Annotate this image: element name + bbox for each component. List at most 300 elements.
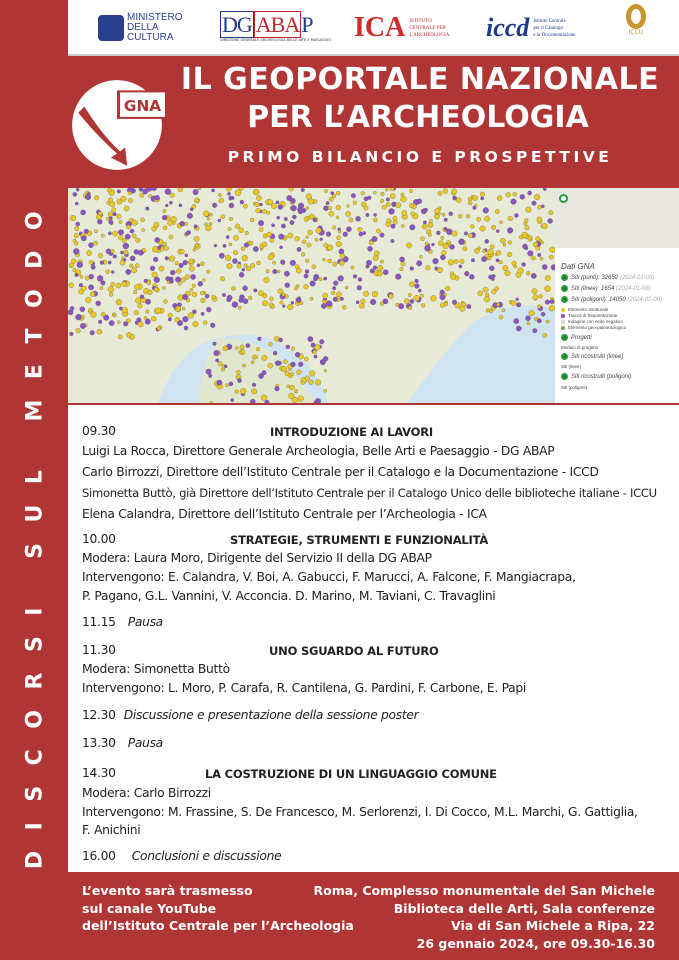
site-marker xyxy=(315,398,321,403)
site-marker xyxy=(508,241,512,245)
site-marker xyxy=(222,293,226,297)
site-marker xyxy=(100,286,103,289)
site-marker xyxy=(496,259,499,262)
site-marker xyxy=(169,235,173,239)
speaker-line: P. Pagano, G.L. Vannini, V. Acconcia. D. Marino, M. Taviani, C. Travaglini xyxy=(82,589,496,603)
site-marker xyxy=(295,236,300,241)
site-marker xyxy=(503,265,508,270)
site-marker xyxy=(481,197,484,200)
site-marker xyxy=(508,216,513,221)
site-marker xyxy=(138,304,143,309)
site-marker xyxy=(183,260,188,265)
site-marker xyxy=(118,335,122,339)
site-marker xyxy=(212,203,217,208)
site-marker xyxy=(172,221,175,224)
site-marker xyxy=(91,312,97,318)
site-marker xyxy=(219,253,224,258)
session-time: 11.30 xyxy=(82,643,116,657)
site-marker xyxy=(192,310,196,314)
site-marker xyxy=(242,364,245,367)
site-marker xyxy=(76,328,81,333)
site-marker xyxy=(546,320,549,323)
iccd-line: Istituto Centrale xyxy=(533,18,566,24)
ica-line: ISTITUTO xyxy=(409,18,432,24)
site-marker xyxy=(468,201,472,205)
site-marker xyxy=(307,216,310,219)
site-marker xyxy=(163,209,166,212)
site-marker xyxy=(80,275,83,278)
site-marker xyxy=(489,266,494,271)
site-marker xyxy=(391,224,395,228)
site-marker xyxy=(194,236,199,241)
session-title: INTRODUZIONE AI LAVORI xyxy=(270,425,433,439)
site-marker xyxy=(333,281,338,286)
site-marker xyxy=(173,303,178,308)
site-marker xyxy=(108,286,114,292)
site-marker xyxy=(277,361,281,365)
site-marker xyxy=(203,211,209,217)
site-marker xyxy=(495,286,499,290)
site-marker xyxy=(337,236,341,240)
site-marker xyxy=(218,193,221,196)
site-marker xyxy=(235,390,239,394)
site-marker xyxy=(220,277,225,282)
site-marker xyxy=(429,219,432,222)
site-marker xyxy=(333,297,338,302)
site-marker xyxy=(323,258,326,261)
ica-line: CENTRALE PER xyxy=(409,25,446,31)
site-marker xyxy=(366,265,370,269)
legend-layer[interactable]: Progetti xyxy=(561,334,592,341)
legend-layer[interactable]: Siti (poligoni): 14050 (2024-01-08) xyxy=(561,296,662,303)
site-marker xyxy=(88,192,91,195)
site-marker xyxy=(162,215,167,220)
site-marker xyxy=(454,259,458,263)
site-marker xyxy=(137,318,142,323)
site-marker xyxy=(482,250,485,253)
site-marker xyxy=(76,188,79,191)
dgabap-subtext: DIREZIONE GENERALE ARCHEOLOGIA BELLE ARTI E PAESAGGIO xyxy=(220,38,332,42)
site-marker xyxy=(108,261,111,264)
site-marker xyxy=(291,362,296,367)
site-marker xyxy=(329,197,333,201)
site-marker xyxy=(464,232,468,236)
site-marker xyxy=(390,188,394,191)
site-marker xyxy=(545,300,550,305)
site-marker xyxy=(305,376,310,381)
iccu-text: ICCU xyxy=(628,29,644,36)
site-marker xyxy=(323,206,328,211)
site-marker xyxy=(195,244,199,248)
site-marker xyxy=(484,296,490,302)
site-marker xyxy=(169,256,175,262)
site-marker xyxy=(185,254,188,257)
footer-line: Biblioteca delle Arti, Sala conferenze xyxy=(393,900,655,916)
legend-sub: Siti (linee) xyxy=(561,364,582,369)
site-marker xyxy=(313,277,317,281)
site-marker xyxy=(107,188,111,192)
site-marker xyxy=(314,355,317,358)
site-marker xyxy=(69,263,74,268)
site-marker xyxy=(522,232,528,238)
site-marker xyxy=(165,256,169,260)
site-marker xyxy=(257,261,261,265)
site-marker xyxy=(175,277,181,283)
site-marker xyxy=(96,301,101,306)
site-marker xyxy=(70,306,74,310)
site-marker xyxy=(69,283,74,288)
site-marker xyxy=(233,235,238,240)
footer-line: sul canale YouTube xyxy=(82,900,217,916)
site-marker xyxy=(380,302,384,306)
site-marker xyxy=(239,272,244,277)
site-marker xyxy=(157,327,161,331)
site-marker xyxy=(132,234,136,238)
site-marker xyxy=(169,201,172,204)
site-marker xyxy=(473,206,477,210)
site-marker xyxy=(550,299,554,303)
legend-layer[interactable]: Siti (linee): 1654 (2024-01-08) xyxy=(561,285,651,292)
site-marker xyxy=(76,222,80,226)
site-marker xyxy=(243,286,248,291)
site-marker xyxy=(391,239,395,243)
site-marker xyxy=(444,218,448,222)
site-marker xyxy=(491,278,494,281)
site-marker xyxy=(370,269,374,273)
site-marker xyxy=(471,258,475,262)
site-marker xyxy=(259,228,263,232)
site-marker xyxy=(351,193,356,198)
site-marker xyxy=(218,219,221,222)
site-marker xyxy=(400,267,403,270)
mic-emblem-icon xyxy=(98,15,124,41)
speaker-line: Elena Calandra, Direttore dell’Istituto Centrale per l’Archeologia - ICA xyxy=(82,507,487,521)
site-marker xyxy=(97,329,102,334)
site-marker xyxy=(140,295,144,299)
legend-layer[interactable]: Siti ricostruiti (poligoni) xyxy=(561,373,631,380)
site-marker xyxy=(531,273,536,278)
site-marker xyxy=(192,204,196,208)
site-marker xyxy=(291,347,295,351)
site-marker xyxy=(490,245,494,249)
site-marker xyxy=(224,365,227,368)
site-marker xyxy=(309,380,314,385)
site-marker xyxy=(165,204,168,207)
site-marker xyxy=(516,298,519,301)
site-marker xyxy=(370,299,376,305)
site-marker xyxy=(165,189,171,195)
site-marker xyxy=(251,361,254,364)
site-marker xyxy=(74,233,79,238)
site-marker xyxy=(302,240,306,244)
site-marker xyxy=(210,401,213,403)
site-marker xyxy=(254,355,258,359)
site-marker xyxy=(523,244,528,249)
site-marker xyxy=(227,192,230,195)
legend-layer[interactable]: Siti (punti): 32652 (2024-01-08) xyxy=(561,274,654,281)
site-marker xyxy=(459,239,465,245)
site-marker xyxy=(417,199,422,204)
site-marker xyxy=(185,232,189,236)
footer-line: L’evento sarà trasmesso xyxy=(82,883,253,898)
site-marker xyxy=(207,270,211,274)
site-marker xyxy=(229,243,232,246)
site-marker xyxy=(189,266,194,271)
site-marker xyxy=(444,227,447,230)
site-marker xyxy=(536,237,541,242)
site-marker xyxy=(310,371,316,377)
speaker-line: Carlo Birrozzi, Direttore dell’Istituto Centrale per il Catalogo e la Documentazione - ICCD xyxy=(82,465,599,479)
site-marker xyxy=(112,231,117,236)
site-marker xyxy=(307,243,311,247)
legend-title: Dati GNA xyxy=(561,262,595,271)
site-marker xyxy=(246,266,251,271)
site-marker xyxy=(393,216,397,220)
site-marker xyxy=(338,230,341,233)
speaker-line: Luigi La Rocca, Direttore Generale Archeologia, Belle Arti e Paesaggio - DG ABAP xyxy=(82,444,555,458)
site-marker xyxy=(358,278,362,282)
site-marker xyxy=(483,208,489,214)
site-marker xyxy=(148,290,153,295)
site-marker xyxy=(383,270,388,275)
site-marker xyxy=(415,279,419,283)
site-marker xyxy=(336,241,342,247)
site-marker xyxy=(256,196,261,201)
site-marker xyxy=(324,277,327,280)
site-marker xyxy=(396,203,401,208)
site-marker xyxy=(117,190,121,194)
site-marker xyxy=(438,241,443,246)
site-marker xyxy=(513,192,517,196)
site-marker xyxy=(328,206,332,210)
site-marker xyxy=(232,258,237,263)
site-marker xyxy=(529,310,535,316)
site-marker xyxy=(296,297,301,302)
site-marker xyxy=(361,202,366,207)
site-marker xyxy=(258,220,264,226)
site-marker xyxy=(434,214,439,219)
site-marker xyxy=(98,253,103,258)
site-marker xyxy=(372,236,377,241)
iccu-logo xyxy=(626,4,646,36)
site-marker xyxy=(120,251,123,254)
site-marker xyxy=(73,268,76,271)
site-marker xyxy=(143,189,148,194)
site-marker xyxy=(201,312,204,315)
site-marker xyxy=(73,248,79,254)
site-marker xyxy=(346,211,351,216)
site-marker xyxy=(449,212,453,216)
venue-info xyxy=(314,882,655,952)
site-marker xyxy=(262,355,267,360)
gna-logo-text: GNA xyxy=(123,96,162,115)
site-marker xyxy=(242,255,248,261)
site-marker xyxy=(163,242,167,246)
site-marker xyxy=(239,351,242,354)
site-marker xyxy=(198,281,203,286)
site-marker xyxy=(271,204,276,209)
site-marker xyxy=(376,229,380,233)
site-marker xyxy=(108,212,113,217)
session-time: 14.30 xyxy=(82,766,116,780)
session-title: LA COSTRUZIONE DI UN LINGUAGGIO COMUNE xyxy=(205,767,497,781)
legend-layer[interactable]: Siti ricostruiti (linee) xyxy=(561,353,623,360)
site-marker xyxy=(239,295,244,300)
site-marker xyxy=(262,209,266,213)
site-marker xyxy=(159,266,164,271)
site-marker xyxy=(304,284,309,289)
site-marker xyxy=(252,383,256,387)
site-marker xyxy=(221,215,225,219)
site-marker xyxy=(193,248,196,251)
site-marker xyxy=(358,227,363,232)
site-marker xyxy=(497,196,502,201)
site-marker xyxy=(398,303,404,309)
site-marker xyxy=(94,230,97,233)
site-marker xyxy=(298,362,303,367)
site-marker xyxy=(84,229,89,234)
site-marker xyxy=(258,337,262,341)
site-marker xyxy=(290,260,296,266)
site-marker xyxy=(269,297,273,301)
site-marker xyxy=(357,285,362,290)
site-marker xyxy=(366,213,370,217)
footer-line: 26 gennaio 2024, ore 09.30-16.30 xyxy=(416,935,655,951)
site-marker xyxy=(545,275,550,280)
site-marker xyxy=(271,224,274,227)
site-marker xyxy=(146,207,150,211)
site-marker xyxy=(130,256,135,261)
site-marker xyxy=(518,268,524,274)
site-marker xyxy=(256,347,260,351)
legend-category: Indagine con esito negativo xyxy=(561,319,623,324)
site-marker xyxy=(450,274,456,280)
site-marker xyxy=(420,237,424,241)
site-marker xyxy=(101,312,105,316)
site-marker xyxy=(539,294,543,298)
site-marker xyxy=(179,263,184,268)
site-marker xyxy=(283,360,287,364)
site-marker xyxy=(332,226,336,230)
site-marker xyxy=(233,251,237,255)
site-marker xyxy=(400,257,405,262)
site-marker xyxy=(113,255,117,259)
site-marker xyxy=(304,357,308,361)
site-marker xyxy=(70,215,76,221)
site-marker xyxy=(122,281,127,286)
legend-sub: Siti (poligoni) xyxy=(561,385,588,390)
site-marker xyxy=(264,277,270,283)
site-marker xyxy=(147,281,151,285)
site-marker xyxy=(214,350,220,356)
site-marker xyxy=(117,214,122,219)
site-marker xyxy=(297,247,301,251)
site-marker xyxy=(238,306,241,309)
site-marker xyxy=(209,222,212,225)
site-marker xyxy=(134,285,139,290)
site-marker xyxy=(135,264,139,268)
site-marker xyxy=(151,316,156,321)
site-marker xyxy=(459,265,462,268)
site-marker xyxy=(381,192,385,196)
site-marker xyxy=(305,270,309,274)
site-marker xyxy=(227,295,232,300)
site-marker xyxy=(123,243,129,249)
legend-category: Elemento geo-paleontologico xyxy=(561,325,626,330)
toggle-icon[interactable] xyxy=(559,194,568,203)
site-marker xyxy=(347,205,350,208)
site-marker xyxy=(154,288,158,292)
site-marker xyxy=(415,284,420,289)
site-marker xyxy=(308,336,313,341)
site-marker xyxy=(386,198,390,202)
site-marker xyxy=(261,395,267,401)
mic-line: MINISTERO xyxy=(127,12,183,23)
site-marker xyxy=(342,305,346,309)
site-marker xyxy=(313,218,317,222)
site-marker xyxy=(267,211,270,214)
site-marker xyxy=(367,246,372,251)
site-marker xyxy=(367,196,371,200)
site-marker xyxy=(175,318,180,323)
site-marker xyxy=(301,188,305,192)
site-marker xyxy=(313,350,317,354)
site-marker xyxy=(409,189,412,192)
site-marker xyxy=(410,225,416,231)
site-marker xyxy=(126,319,130,323)
site-marker xyxy=(106,270,110,274)
site-marker xyxy=(163,226,167,230)
site-marker xyxy=(268,254,274,260)
site-marker xyxy=(200,291,204,295)
site-marker xyxy=(496,303,499,306)
site-marker xyxy=(470,224,474,228)
site-marker xyxy=(542,223,548,229)
site-marker xyxy=(208,374,212,378)
site-marker xyxy=(345,286,348,289)
site-marker xyxy=(374,213,377,216)
site-marker xyxy=(242,268,245,271)
site-marker xyxy=(81,286,86,291)
site-marker xyxy=(112,208,116,212)
site-marker xyxy=(374,251,379,256)
site-marker xyxy=(487,256,491,260)
site-marker xyxy=(132,220,138,226)
site-marker xyxy=(333,262,337,266)
site-marker xyxy=(214,244,217,247)
site-marker xyxy=(88,243,93,248)
site-marker xyxy=(528,191,532,195)
site-marker xyxy=(480,192,485,197)
site-marker xyxy=(306,194,312,200)
site-marker xyxy=(126,332,131,337)
site-marker xyxy=(88,285,93,290)
site-marker xyxy=(543,188,546,191)
site-marker xyxy=(458,214,462,218)
site-marker xyxy=(483,287,488,292)
site-marker xyxy=(101,234,104,237)
site-marker xyxy=(320,359,326,365)
site-marker xyxy=(146,310,150,314)
site-marker xyxy=(291,301,294,304)
iccd-logo xyxy=(486,12,576,44)
site-marker xyxy=(237,378,241,382)
site-marker xyxy=(410,267,414,271)
site-marker xyxy=(189,259,194,264)
site-marker xyxy=(409,203,413,207)
site-marker xyxy=(149,194,152,197)
site-marker xyxy=(228,227,231,230)
